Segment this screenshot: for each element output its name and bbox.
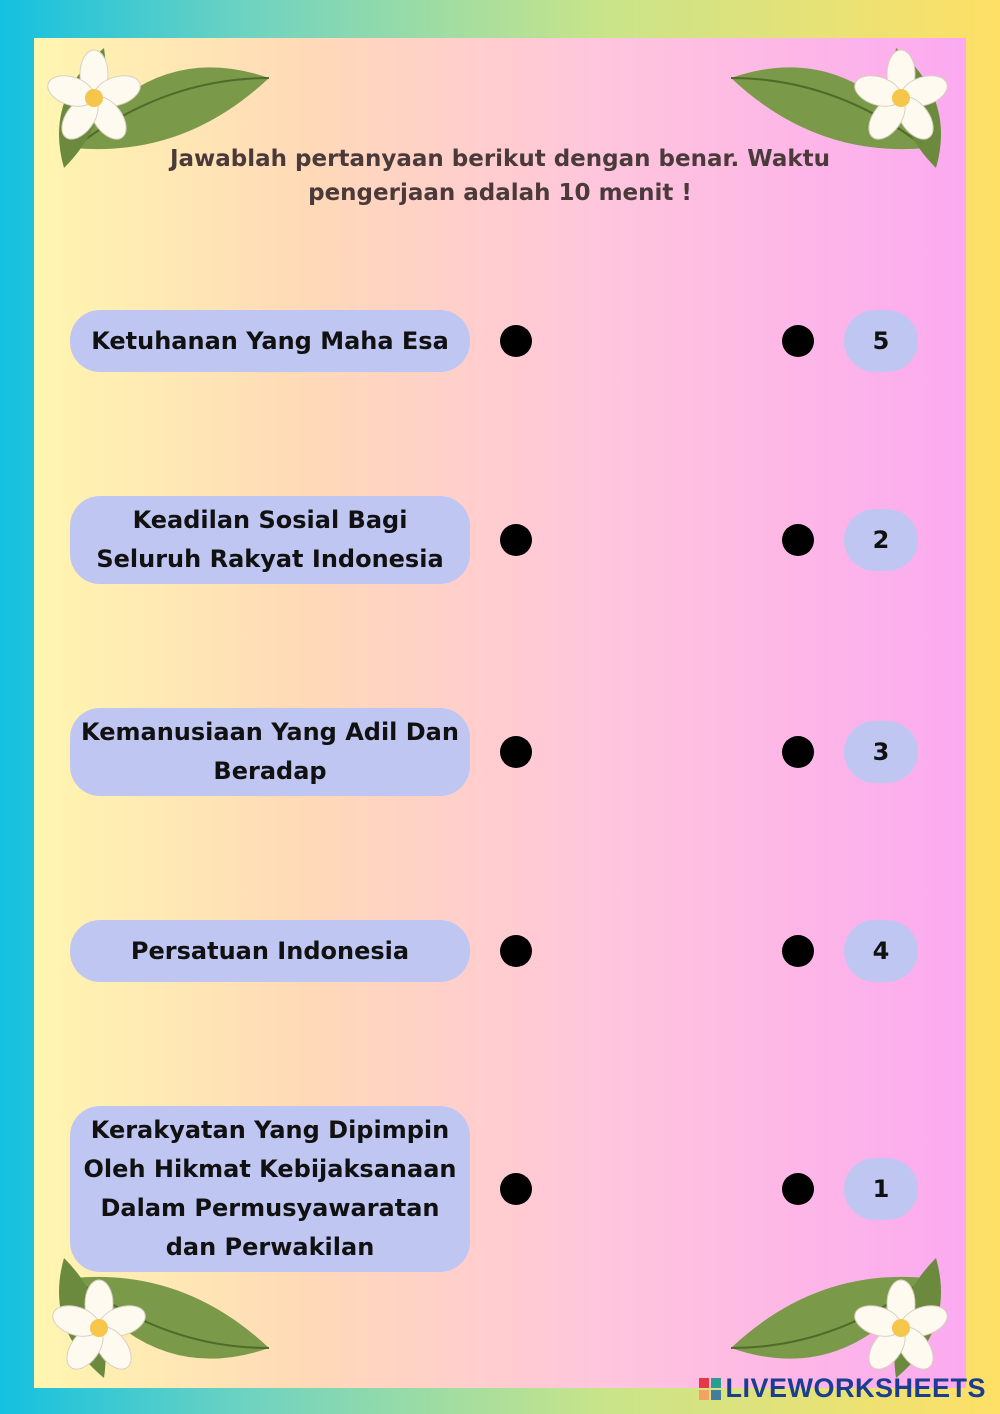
match-label-text: Kerakyatan Yang Dipimpin Oleh Hikmat Kebijaksanaan Dalam Permusyawaratan dan Perwakilan [83,1116,457,1261]
match-number-text: 2 [872,526,890,554]
left-connector-dot[interactable] [500,736,532,768]
match-label-text: Persatuan Indonesia [130,936,410,965]
match-number-text: 1 [872,1175,890,1203]
brand-text: LIVEWORKSHEETS [725,1373,986,1403]
match-label-pill [70,496,470,584]
worksheet [34,38,966,1388]
match-label-pill [70,920,470,982]
match-number-pill [844,721,918,783]
match-number-pill [844,310,918,372]
match-number-pill [844,509,918,571]
right-connector-dot[interactable] [782,935,814,967]
left-connector-dot[interactable] [500,1173,532,1205]
match-label-pill [70,708,470,796]
left-connector-dot[interactable] [500,935,532,967]
match-label-pill [70,310,470,372]
left-connector-dot[interactable] [500,325,532,357]
instructions-text: Jawablah pertanyaan berikut dengan benar. Waktu pengerjaan adalah 10 menit ! [169,146,831,206]
match-label-pill [70,1106,470,1272]
match-number-text: 4 [872,937,890,965]
match-number-pill [844,920,918,982]
match-row [34,496,966,584]
liveworksheets-logo-icon [699,1378,721,1400]
right-connector-dot[interactable] [782,524,814,556]
match-row [34,310,966,372]
match-label-text: Ketuhanan Yang Maha Esa [91,326,449,355]
right-connector-dot[interactable] [782,325,814,357]
left-connector-dot[interactable] [500,524,532,556]
right-connector-dot[interactable] [782,1173,814,1205]
match-number-text: 3 [872,738,890,766]
match-label-text: Keadilan Sosial Bagi Seluruh Rakyat Indonesia [96,506,444,573]
match-row [34,920,966,982]
liveworksheets-brand[interactable] [699,1373,986,1404]
match-label-text: Kemanusiaan Yang Adil Dan Beradap [81,718,459,785]
match-row [34,1106,966,1272]
match-row [34,708,966,796]
right-connector-dot[interactable] [782,736,814,768]
match-number-pill [844,1158,918,1220]
match-number-text: 5 [872,327,890,355]
